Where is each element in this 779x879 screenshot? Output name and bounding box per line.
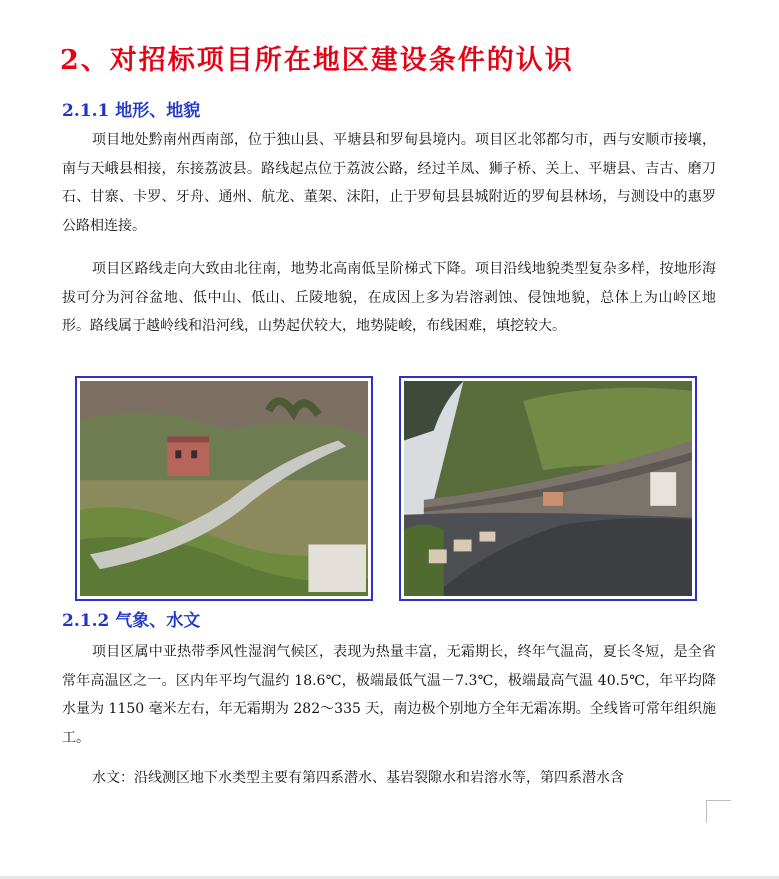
paragraph-hydrology: 水文：沿线测区地下水类型主要有第四系潜水、基岩裂隙水和岩溶水等，第四系潜水含 <box>92 770 624 786</box>
paragraph-climate: 项目区属中亚热带季风性湿润气候区，表现为热量丰富，无霜期长，终年气温高，夏长冬短，是全省常年高温区之一。区内年平均气温约 18.6℃，极端最低气温－7.3℃，极端最高气温 40.5℃，年平均降水量为 1150 毫米左右，年无霜期为 282～335 天，南边极个别地方全年无霜冻期。全线皆可常年组织施工。 <box>62 644 716 746</box>
section-heading-climate: 2.1.2 气象、水文 <box>62 611 201 631</box>
photo-village-road <box>75 376 373 601</box>
paragraph-terrain-landform: 项目区路线走向大致由北往南，地势北高南低呈阶梯式下降。项目沿线地貌类型复杂多样，按地形海拔可分为河谷盆地、低中山、低山、丘陵地貌，在成因上多为岩溶剥蚀、侵蚀地貌，总体上为山岭区地形。路线属于越岭线和沿河线，山势起伏较大，地势陡峻，布线困难，填挖较大。 <box>62 261 716 334</box>
page-corner-mark <box>706 800 731 823</box>
mountain-road-image <box>404 381 692 596</box>
village-road-image <box>80 381 368 596</box>
page-title: 2、对招标项目所在地区建设条件的认识 <box>60 45 574 76</box>
paragraph-terrain-location: 项目地处黔南州西南部，位于独山县、平塘县和罗甸县境内。项目区北邻都匀市，西与安顺市接壤，南与天峨县相接，东接荔波县。路线起点位于荔波公路，经过羊凤、狮子桥、关上、平塘县、吉古、磨刀石、甘寨、卡罗、牙舟、通州、航龙、董架、沫阳，止于罗甸县县城附近的罗甸县林场，与测设中的惠罗公路相连接。 <box>62 132 716 234</box>
section-heading-terrain: 2.1.1 地形、地貌 <box>62 101 201 121</box>
photo-mountain-road <box>399 376 697 601</box>
